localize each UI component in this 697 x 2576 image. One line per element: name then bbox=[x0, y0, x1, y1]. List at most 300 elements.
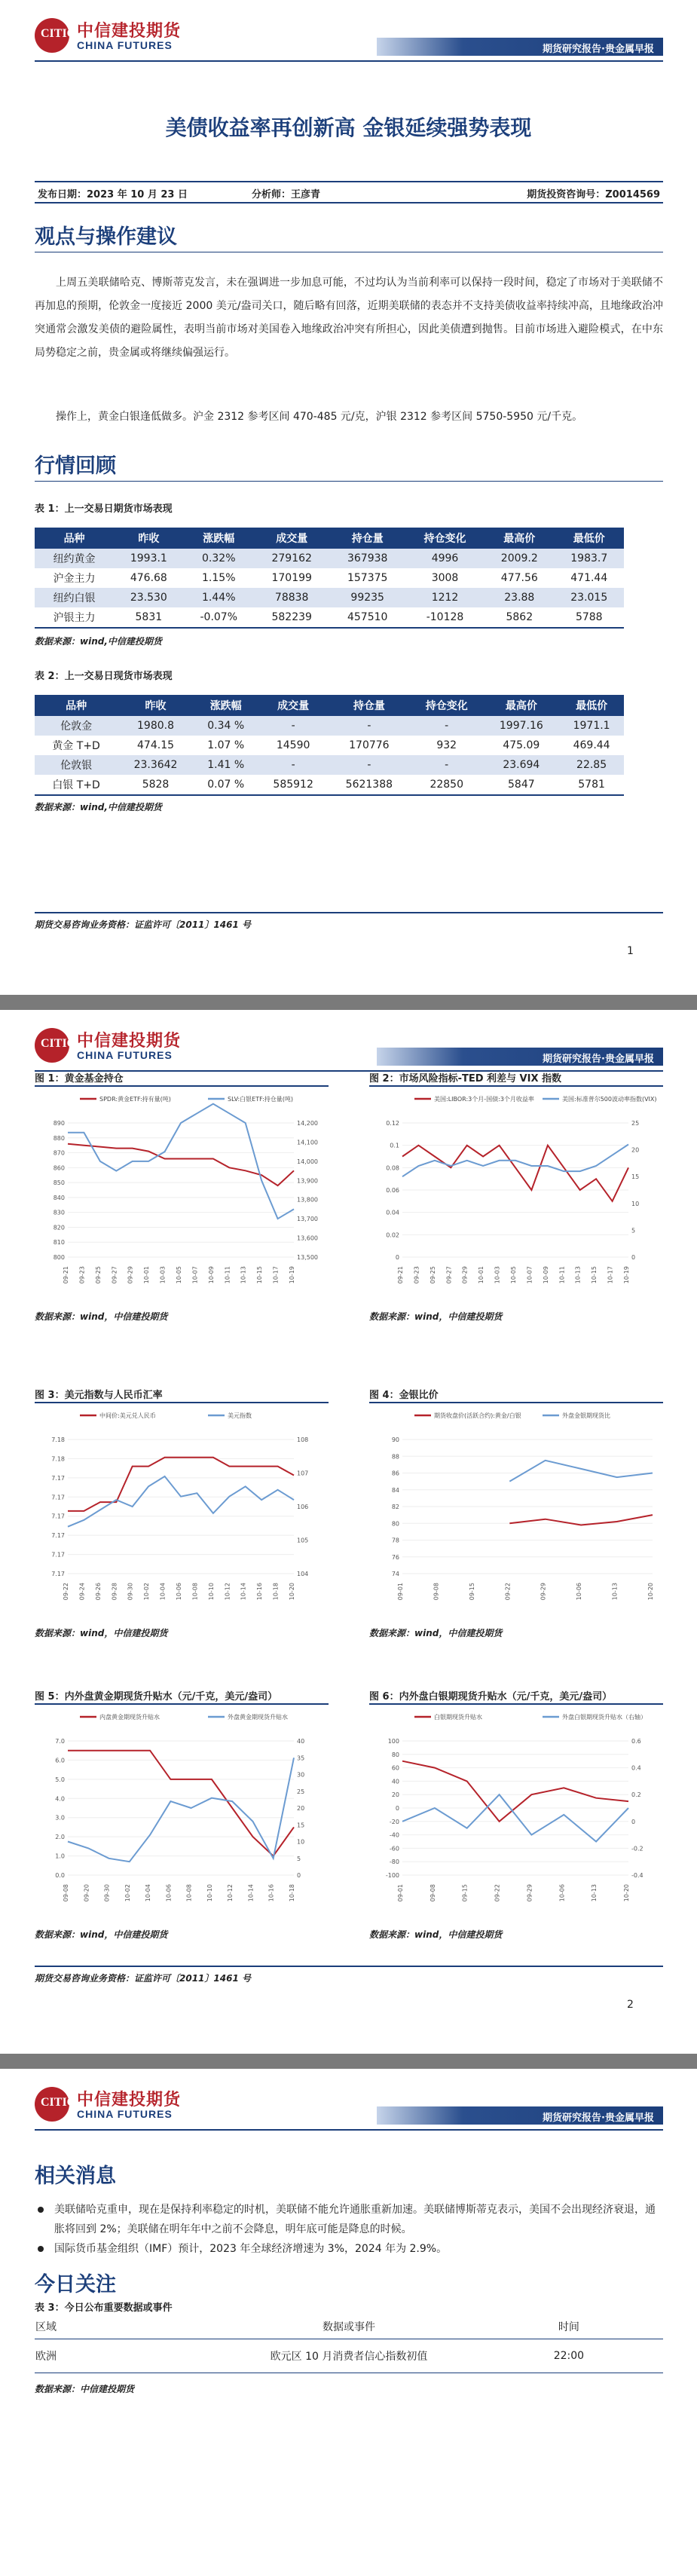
x-tick-label: 09-23 bbox=[78, 1266, 86, 1284]
table3-source: 数据来源：中信建投期货 bbox=[35, 2384, 135, 2394]
table-futures-market bbox=[35, 528, 624, 629]
x-tick-label: 10-02 bbox=[124, 1884, 131, 1902]
y2-tick-label: 107 bbox=[297, 1470, 309, 1477]
table-header-cell: 区域 bbox=[35, 2314, 223, 2339]
legend-label: SPDR:黄金ETF:持有量(吨) bbox=[99, 1096, 171, 1103]
x-tick-label: 09-08 bbox=[433, 1583, 440, 1601]
table-cell: 纽约白银 bbox=[35, 588, 114, 607]
table-cell: 157375 bbox=[347, 572, 388, 584]
table-cell: 5847 bbox=[483, 775, 559, 795]
table-cell: 22:00 bbox=[475, 2339, 663, 2373]
table-cell: 457510 bbox=[329, 607, 405, 628]
x-tick-label: 09-01 bbox=[397, 1884, 404, 1902]
table-cell: 23.3642 bbox=[118, 755, 194, 775]
x-tick-label: 09-15 bbox=[468, 1583, 475, 1601]
figure-divider bbox=[369, 1402, 663, 1403]
x-tick-label: 10-19 bbox=[623, 1266, 630, 1284]
table-cell: 23.015 bbox=[555, 588, 624, 607]
news-item: 美联储哈克重申，现在是保持利率稳定的时机，美联储不能允许通胀重新加速。美联储博斯蒂克表示，美国不会出现经济衰退，通胀将回到 2%；美联储在明年年中之前不会降息，明年底可能是降息的时候。 bbox=[35, 2200, 663, 2239]
table-cell: 22850 bbox=[410, 775, 484, 795]
y2-tick-label: 106 bbox=[297, 1504, 309, 1510]
table-cell: 欧元区 10 月消费者信心指数初值 bbox=[223, 2339, 475, 2373]
chart-svg bbox=[369, 1708, 663, 1911]
y-tick-label: -40 bbox=[389, 1831, 399, 1839]
y-tick-label: 7.18 bbox=[51, 1436, 65, 1443]
news-list bbox=[35, 2200, 663, 2259]
table-header-cell: 持仓量 bbox=[329, 528, 405, 549]
series-line-1 bbox=[68, 1458, 294, 1511]
x-tick-label: 10-04 bbox=[159, 1583, 167, 1601]
legend-label: 外盘金银期现货比 bbox=[562, 1412, 610, 1419]
news-item: 国际货币基金组织（IMF）预计，2023 年全球经济增速为 3%，2024 年为 2.9%。 bbox=[35, 2239, 663, 2259]
table-cell: 367938 bbox=[329, 549, 405, 568]
table-events bbox=[35, 2314, 663, 2373]
table-row bbox=[35, 755, 624, 775]
y-tick-label: -20 bbox=[389, 1818, 399, 1825]
header-divider bbox=[35, 2129, 663, 2131]
section-title-views: 观点与操作建议 bbox=[35, 225, 177, 249]
series-line-2 bbox=[68, 1758, 294, 1862]
paragraph-analysis: 上周五美联储哈克、博斯蒂克发言，未在强调进一步加息可能，不过均认为当前利率可以保持一段时间，稳定了市场对于美联储不再加息的预期，伦敦金一度接近 2000 美元/盎司关口，随后略有回落，近期美联储的表态并不支持美债收益率持续冲高，且地缘政治冲突通常会激发美债的避险属性，表明当前市场对美国卷入地缘政治冲突有所担心，因此美债遭到抛售。目前市场进入避险模式，在中东局势稳定之前，贵金属或将继续偏强运行。 bbox=[35, 277, 663, 359]
legend-label: 外盘黄金期现货升贴水 bbox=[228, 1714, 288, 1721]
table-header-cell: 最高价 bbox=[485, 528, 554, 549]
footer-divider bbox=[35, 912, 663, 913]
y-tick-label: 0.04 bbox=[386, 1209, 399, 1216]
legend-label: 美元指数 bbox=[228, 1412, 252, 1419]
y2-tick-label: 10 bbox=[297, 1838, 305, 1846]
logo-mark: CITIC bbox=[35, 1028, 69, 1063]
x-tick-label: 10-18 bbox=[272, 1583, 280, 1601]
table-cell: 欧洲 bbox=[35, 2339, 223, 2373]
table-row bbox=[35, 2339, 663, 2373]
report-meta bbox=[35, 181, 663, 203]
y-tick-label: 7.17 bbox=[51, 1494, 65, 1501]
x-tick-label: 10-04 bbox=[145, 1884, 152, 1902]
y-tick-label: 0.02 bbox=[386, 1231, 399, 1239]
x-tick-label: 09-21 bbox=[63, 1266, 69, 1284]
table-header-cell: 持仓量 bbox=[329, 695, 410, 716]
x-tick-label: 10-20 bbox=[647, 1583, 654, 1601]
footer-license: 期货交易咨询业务资格：证监许可〔2011〕1461 号 bbox=[35, 919, 251, 930]
y2-tick-label: 14,000 bbox=[297, 1158, 318, 1165]
table-cell: 5788 bbox=[555, 607, 624, 628]
table-cell: 0.34 % bbox=[194, 716, 258, 736]
x-tick-label: 10-05 bbox=[176, 1266, 182, 1284]
table-header-cell: 昨收 bbox=[118, 695, 194, 716]
table-header-cell: 昨收 bbox=[114, 528, 183, 549]
x-tick-label: 09-21 bbox=[397, 1266, 404, 1284]
table-header-cell: 持仓变化 bbox=[405, 528, 485, 549]
y-tick-label: 100 bbox=[387, 1738, 399, 1745]
logo-mark: CITIC bbox=[35, 18, 69, 53]
y2-tick-label: 5 bbox=[631, 1227, 636, 1234]
x-tick-label: 09-23 bbox=[413, 1266, 420, 1284]
y-tick-label: -60 bbox=[389, 1845, 399, 1852]
table-cell: 1.44% bbox=[184, 588, 254, 607]
table-cell: 585912 bbox=[258, 775, 329, 795]
table-cell: - bbox=[329, 716, 410, 736]
y2-tick-label: 14,100 bbox=[297, 1139, 318, 1146]
page-number: 1 bbox=[627, 945, 634, 957]
y2-tick-label: 13,900 bbox=[297, 1177, 318, 1185]
figure-divider bbox=[369, 1085, 663, 1087]
company-logo bbox=[35, 2087, 261, 2125]
x-tick-label: 10-14 bbox=[247, 1884, 255, 1902]
y-tick-label: 7.17 bbox=[51, 1571, 65, 1577]
x-tick-label: 10-20 bbox=[623, 1884, 630, 1902]
section-title-review: 行情回顾 bbox=[35, 454, 116, 478]
section-title-focus: 今日关注 bbox=[35, 2273, 116, 2296]
table-cell: 170776 bbox=[349, 739, 390, 751]
table-cell: 5831 bbox=[114, 607, 183, 628]
x-tick-label: 10-11 bbox=[558, 1266, 566, 1284]
chart-svg bbox=[369, 1406, 663, 1610]
table-header-cell: 涨跌幅 bbox=[184, 528, 254, 549]
y-tick-label: 90 bbox=[391, 1436, 399, 1443]
figure-divider bbox=[35, 1085, 329, 1087]
series-line-1 bbox=[402, 1761, 628, 1822]
y-tick-label: 880 bbox=[53, 1134, 65, 1142]
table-header-cell: 最高价 bbox=[483, 695, 559, 716]
x-tick-label: 10-10 bbox=[207, 1583, 215, 1601]
table-cell: 1.07 % bbox=[207, 739, 245, 751]
y-tick-label: 80 bbox=[391, 1520, 399, 1528]
y-tick-label: 88 bbox=[391, 1453, 399, 1461]
legend-label: 期货收盘价(活跃合约):黄金/白银 bbox=[434, 1412, 521, 1419]
x-tick-label: 10-13 bbox=[574, 1266, 582, 1284]
table-cell: - bbox=[410, 716, 484, 736]
series-line-2 bbox=[68, 1104, 294, 1219]
x-tick-label: 10-03 bbox=[494, 1266, 501, 1284]
table-header-cell: 数据或事件 bbox=[223, 2314, 475, 2339]
y-tick-label: 78 bbox=[391, 1537, 399, 1544]
table-row bbox=[35, 716, 624, 736]
table-cell: 476.68 bbox=[130, 572, 167, 584]
figure-4 bbox=[369, 1387, 671, 1688]
x-tick-label: 10-13 bbox=[611, 1583, 619, 1601]
x-tick-label: 10-08 bbox=[191, 1583, 199, 1601]
y-tick-label: 7.17 bbox=[51, 1532, 65, 1540]
y-tick-label: 850 bbox=[53, 1179, 65, 1187]
figure-6 bbox=[369, 1688, 671, 1990]
y2-tick-label: 0 bbox=[631, 1818, 636, 1825]
table-cell: 23.530 bbox=[114, 588, 183, 607]
y2-tick-label: 13,800 bbox=[297, 1196, 318, 1204]
company-name-cn: 中信建投期货 bbox=[77, 1032, 182, 1051]
x-tick-label: 10-08 bbox=[185, 1884, 193, 1902]
y-tick-label: -100 bbox=[385, 1872, 399, 1879]
y2-tick-label: 0 bbox=[297, 1872, 301, 1879]
y-tick-label: 80 bbox=[391, 1751, 399, 1758]
footer-license: 期货交易咨询业务资格：证监许可〔2011〕1461 号 bbox=[35, 1973, 251, 1984]
page-header bbox=[35, 1023, 663, 1070]
table-cell: 5828 bbox=[118, 775, 194, 795]
table-row bbox=[35, 736, 624, 755]
y-tick-label: 0.06 bbox=[386, 1187, 399, 1194]
x-tick-label: 10-15 bbox=[256, 1266, 264, 1284]
y-tick-label: 0 bbox=[395, 1805, 399, 1812]
legend-label: 美国:LIBOR:3个月-国债:3个月收益率 bbox=[434, 1096, 534, 1103]
table-cell: 3008 bbox=[431, 572, 459, 584]
x-tick-label: 10-02 bbox=[143, 1583, 151, 1601]
page-header bbox=[35, 14, 663, 60]
table-cell: 1.15% bbox=[202, 572, 236, 584]
y2-tick-label: 15 bbox=[297, 1822, 305, 1829]
report-title: 美债收益率再创新高 金银延续强势表现 bbox=[165, 115, 532, 140]
table1-caption: 表 1：上一交易日期货市场表现 bbox=[35, 503, 173, 515]
table2-caption: 表 2：上一交易日现货市场表现 bbox=[35, 671, 173, 682]
y-tick-label: 0.0 bbox=[55, 1872, 65, 1879]
x-tick-label: 10-09 bbox=[542, 1266, 549, 1284]
x-tick-label: 09-29 bbox=[540, 1583, 547, 1601]
y2-tick-label: 35 bbox=[297, 1755, 305, 1762]
figure-title: 图 3：美元指数与人民币汇率 bbox=[35, 1390, 163, 1401]
x-tick-label: 09-22 bbox=[494, 1884, 501, 1902]
table-cell: 白银 T+D bbox=[35, 775, 118, 795]
chart-svg bbox=[35, 1708, 329, 1911]
table-spot-market bbox=[35, 695, 624, 796]
table-row bbox=[35, 568, 624, 588]
y-tick-label: 0 bbox=[395, 1254, 399, 1261]
company-name-cn: 中信建投期货 bbox=[77, 22, 182, 41]
figure-divider bbox=[369, 1703, 663, 1705]
publish-date: 发布日期：2023 年 10 月 23 日 bbox=[38, 189, 188, 200]
y-tick-label: 2.0 bbox=[55, 1834, 65, 1841]
table1-source: 数据来源：wind,中信建投期货 bbox=[35, 636, 162, 647]
chart-svg bbox=[35, 1090, 329, 1293]
y2-tick-label: 14,200 bbox=[297, 1120, 318, 1127]
y2-tick-label: 0 bbox=[631, 1254, 636, 1261]
page-header bbox=[35, 2082, 663, 2129]
x-tick-label: 09-27 bbox=[111, 1266, 118, 1284]
company-logo bbox=[35, 1028, 261, 1066]
company-name-cn: 中信建投期货 bbox=[77, 2091, 182, 2109]
table-header-cell: 品种 bbox=[35, 695, 118, 716]
chart-svg bbox=[35, 1406, 329, 1610]
y-tick-label: 860 bbox=[53, 1164, 65, 1172]
table-cell: 22.85 bbox=[559, 755, 624, 775]
x-tick-label: 10-06 bbox=[558, 1884, 566, 1902]
y2-tick-label: 13,600 bbox=[297, 1234, 318, 1242]
page-1 bbox=[0, 0, 697, 995]
figure-title: 图 4：金银比价 bbox=[369, 1390, 439, 1401]
table-cell: 0.07 % bbox=[194, 775, 258, 795]
y-tick-label: 76 bbox=[391, 1553, 399, 1561]
figure-source: 数据来源：wind，中信建投期货 bbox=[35, 1628, 168, 1638]
y2-tick-label: 108 bbox=[297, 1436, 309, 1443]
legend-label: 中间价:美元兑人民币 bbox=[99, 1412, 156, 1419]
x-tick-label: 10-17 bbox=[272, 1266, 280, 1284]
table-row bbox=[35, 549, 624, 568]
x-tick-label: 10-18 bbox=[289, 1884, 295, 1902]
y2-tick-label: 30 bbox=[297, 1771, 305, 1779]
y2-tick-label: -0.2 bbox=[631, 1845, 644, 1852]
y2-tick-label: 20 bbox=[297, 1805, 305, 1812]
series-line-1 bbox=[68, 1751, 294, 1856]
report-type-band: 期货研究报告·贵金属早报 bbox=[377, 38, 663, 56]
x-tick-label: 09-25 bbox=[94, 1266, 102, 1284]
x-tick-label: 10-14 bbox=[240, 1583, 247, 1601]
y-tick-label: 84 bbox=[391, 1486, 399, 1494]
series-line-1 bbox=[402, 1146, 628, 1201]
table-header-cell: 持仓变化 bbox=[410, 695, 484, 716]
x-tick-label: 10-11 bbox=[224, 1266, 231, 1284]
table-cell: -0.07% bbox=[184, 607, 254, 628]
y-tick-label: -80 bbox=[389, 1859, 399, 1866]
x-tick-label: 09-24 bbox=[78, 1583, 86, 1601]
y2-tick-label: 25 bbox=[297, 1788, 305, 1795]
y-tick-label: 7.17 bbox=[51, 1513, 65, 1520]
x-tick-label: 10-13 bbox=[240, 1266, 247, 1284]
table-cell: 477.56 bbox=[500, 572, 538, 584]
series-line-2 bbox=[509, 1461, 653, 1482]
y2-tick-label: 40 bbox=[297, 1738, 305, 1745]
x-tick-label: 09-29 bbox=[127, 1266, 134, 1284]
x-tick-label: 10-20 bbox=[289, 1583, 295, 1601]
table-header-cell: 品种 bbox=[35, 528, 114, 549]
series-line-2 bbox=[402, 1145, 628, 1177]
x-tick-label: 10-06 bbox=[576, 1583, 583, 1601]
y-tick-label: 40 bbox=[391, 1778, 399, 1785]
x-tick-label: 09-08 bbox=[63, 1884, 69, 1902]
table-cell: 1983.7 bbox=[555, 549, 624, 568]
x-tick-label: 10-15 bbox=[591, 1266, 598, 1284]
table-cell: 932 bbox=[436, 739, 457, 751]
analyst: 分析师：王彦青 bbox=[252, 189, 321, 200]
table-header-cell: 时间 bbox=[475, 2314, 663, 2339]
x-tick-label: 09-26 bbox=[94, 1583, 102, 1601]
table-cell: 4996 bbox=[405, 549, 485, 568]
figure-title: 图 1：黄金基金持仓 bbox=[35, 1073, 124, 1085]
figure-source: 数据来源：wind，中信建投期货 bbox=[369, 1929, 503, 1940]
table-cell: 1971.1 bbox=[559, 716, 624, 736]
y2-tick-label: 20 bbox=[631, 1146, 640, 1154]
table-cell: 5621388 bbox=[329, 775, 410, 795]
x-tick-label: 10-09 bbox=[207, 1266, 215, 1284]
x-tick-label: 10-07 bbox=[191, 1266, 199, 1284]
table-cell: 5862 bbox=[485, 607, 554, 628]
y-tick-label: 7.18 bbox=[51, 1455, 65, 1463]
table-cell: - bbox=[410, 755, 484, 775]
table-cell: 23.88 bbox=[485, 588, 554, 607]
table-row bbox=[35, 607, 624, 628]
x-tick-label: 10-06 bbox=[176, 1583, 182, 1601]
table-cell: 伦敦金 bbox=[35, 716, 118, 736]
table-cell: 伦敦银 bbox=[35, 755, 118, 775]
y2-tick-label: 5 bbox=[297, 1855, 301, 1862]
table-header-cell: 成交量 bbox=[254, 528, 330, 549]
table-cell: 23.694 bbox=[483, 755, 559, 775]
table-cell: 0.32% bbox=[184, 549, 254, 568]
table-cell: 1212 bbox=[405, 588, 485, 607]
x-tick-label: 09-30 bbox=[103, 1884, 111, 1902]
table-cell: 471.44 bbox=[570, 572, 608, 584]
x-tick-label: 09-01 bbox=[397, 1583, 404, 1601]
chart-svg bbox=[369, 1090, 663, 1293]
logo-mark: CITIC bbox=[35, 2087, 69, 2122]
y-tick-label: 5.0 bbox=[55, 1776, 65, 1783]
y-tick-label: 7.17 bbox=[51, 1551, 65, 1559]
y-tick-label: 82 bbox=[391, 1504, 399, 1510]
table-cell: 黄金 T+D bbox=[52, 740, 100, 752]
figure-1 bbox=[35, 1070, 336, 1372]
x-tick-label: 10-19 bbox=[289, 1266, 295, 1284]
x-tick-label: 09-28 bbox=[111, 1583, 118, 1601]
table-row bbox=[35, 588, 624, 607]
y-tick-label: 800 bbox=[53, 1254, 65, 1261]
x-tick-label: 09-22 bbox=[504, 1583, 512, 1601]
table-header-cell: 最低价 bbox=[555, 528, 624, 549]
table-cell: 1.41 % bbox=[194, 755, 258, 775]
x-tick-label: 10-17 bbox=[607, 1266, 614, 1284]
legend-label: 白银期现货升贴水 bbox=[434, 1714, 482, 1721]
y-tick-label: 0.12 bbox=[386, 1120, 399, 1127]
company-name-en: CHINA FUTURES bbox=[77, 1049, 173, 1061]
x-tick-label: 09-29 bbox=[526, 1884, 533, 1902]
x-tick-label: 09-08 bbox=[429, 1884, 436, 1902]
table-cell: - bbox=[329, 755, 410, 775]
x-tick-label: 09-29 bbox=[461, 1266, 469, 1284]
x-tick-label: 09-25 bbox=[429, 1266, 436, 1284]
y-tick-label: 840 bbox=[53, 1194, 65, 1201]
x-tick-label: 10-16 bbox=[256, 1583, 264, 1601]
table-cell: 474.15 bbox=[137, 739, 175, 751]
y2-tick-label: -0.4 bbox=[631, 1872, 644, 1879]
table-cell: 170199 bbox=[271, 572, 312, 584]
figure-source: 数据来源：wind，中信建投期货 bbox=[35, 1929, 168, 1940]
company-logo bbox=[35, 18, 261, 56]
y2-tick-label: 25 bbox=[631, 1120, 640, 1127]
y2-tick-label: 15 bbox=[631, 1173, 640, 1181]
report-type-band: 期货研究报告·贵金属早报 bbox=[377, 1048, 663, 1066]
figure-source: 数据来源：wind，中信建投期货 bbox=[35, 1311, 168, 1322]
y-tick-label: 0.1 bbox=[390, 1142, 399, 1149]
table-header-cell: 涨跌幅 bbox=[194, 695, 258, 716]
table3-caption: 表 3：今日公布重要数据或事件 bbox=[35, 2302, 173, 2314]
x-tick-label: 10-13 bbox=[591, 1884, 598, 1902]
x-tick-label: 10-12 bbox=[224, 1583, 231, 1601]
page-2 bbox=[0, 1010, 697, 2054]
table-cell: 2009.2 bbox=[485, 549, 554, 568]
figure-5 bbox=[35, 1688, 336, 1990]
table2-source: 数据来源：wind,中信建投期货 bbox=[35, 802, 162, 812]
x-tick-label: 09-27 bbox=[445, 1266, 453, 1284]
y2-tick-label: 13,500 bbox=[297, 1254, 318, 1261]
y-tick-label: 830 bbox=[53, 1209, 65, 1216]
y-tick-label: 0.08 bbox=[386, 1164, 399, 1172]
legend-label: 外盘白银期现货升贴水（右轴） bbox=[562, 1714, 647, 1721]
y-tick-label: 86 bbox=[391, 1470, 399, 1477]
license-number: 期货投资咨询号：Z0014569 bbox=[527, 189, 660, 200]
y2-tick-label: 0.6 bbox=[631, 1738, 641, 1745]
figure-source: 数据来源：wind，中信建投期货 bbox=[369, 1628, 503, 1638]
table-cell: 475.09 bbox=[503, 739, 540, 751]
table-cell: 78838 bbox=[254, 588, 330, 607]
table-cell: 1980.8 bbox=[118, 716, 194, 736]
y2-tick-label: 0.4 bbox=[631, 1764, 641, 1772]
table-cell: - bbox=[258, 755, 329, 775]
table-cell: 99235 bbox=[329, 588, 405, 607]
y-tick-label: 20 bbox=[391, 1791, 399, 1799]
x-tick-label: 10-05 bbox=[510, 1266, 517, 1284]
footer-divider bbox=[35, 1966, 663, 1967]
table-cell: 沪银主力 bbox=[35, 607, 114, 628]
company-name-en: CHINA FUTURES bbox=[77, 39, 173, 51]
y2-tick-label: 105 bbox=[297, 1537, 309, 1544]
table-cell: - bbox=[258, 716, 329, 736]
y-tick-label: 3.0 bbox=[55, 1814, 65, 1822]
x-tick-label: 10-03 bbox=[159, 1266, 167, 1284]
